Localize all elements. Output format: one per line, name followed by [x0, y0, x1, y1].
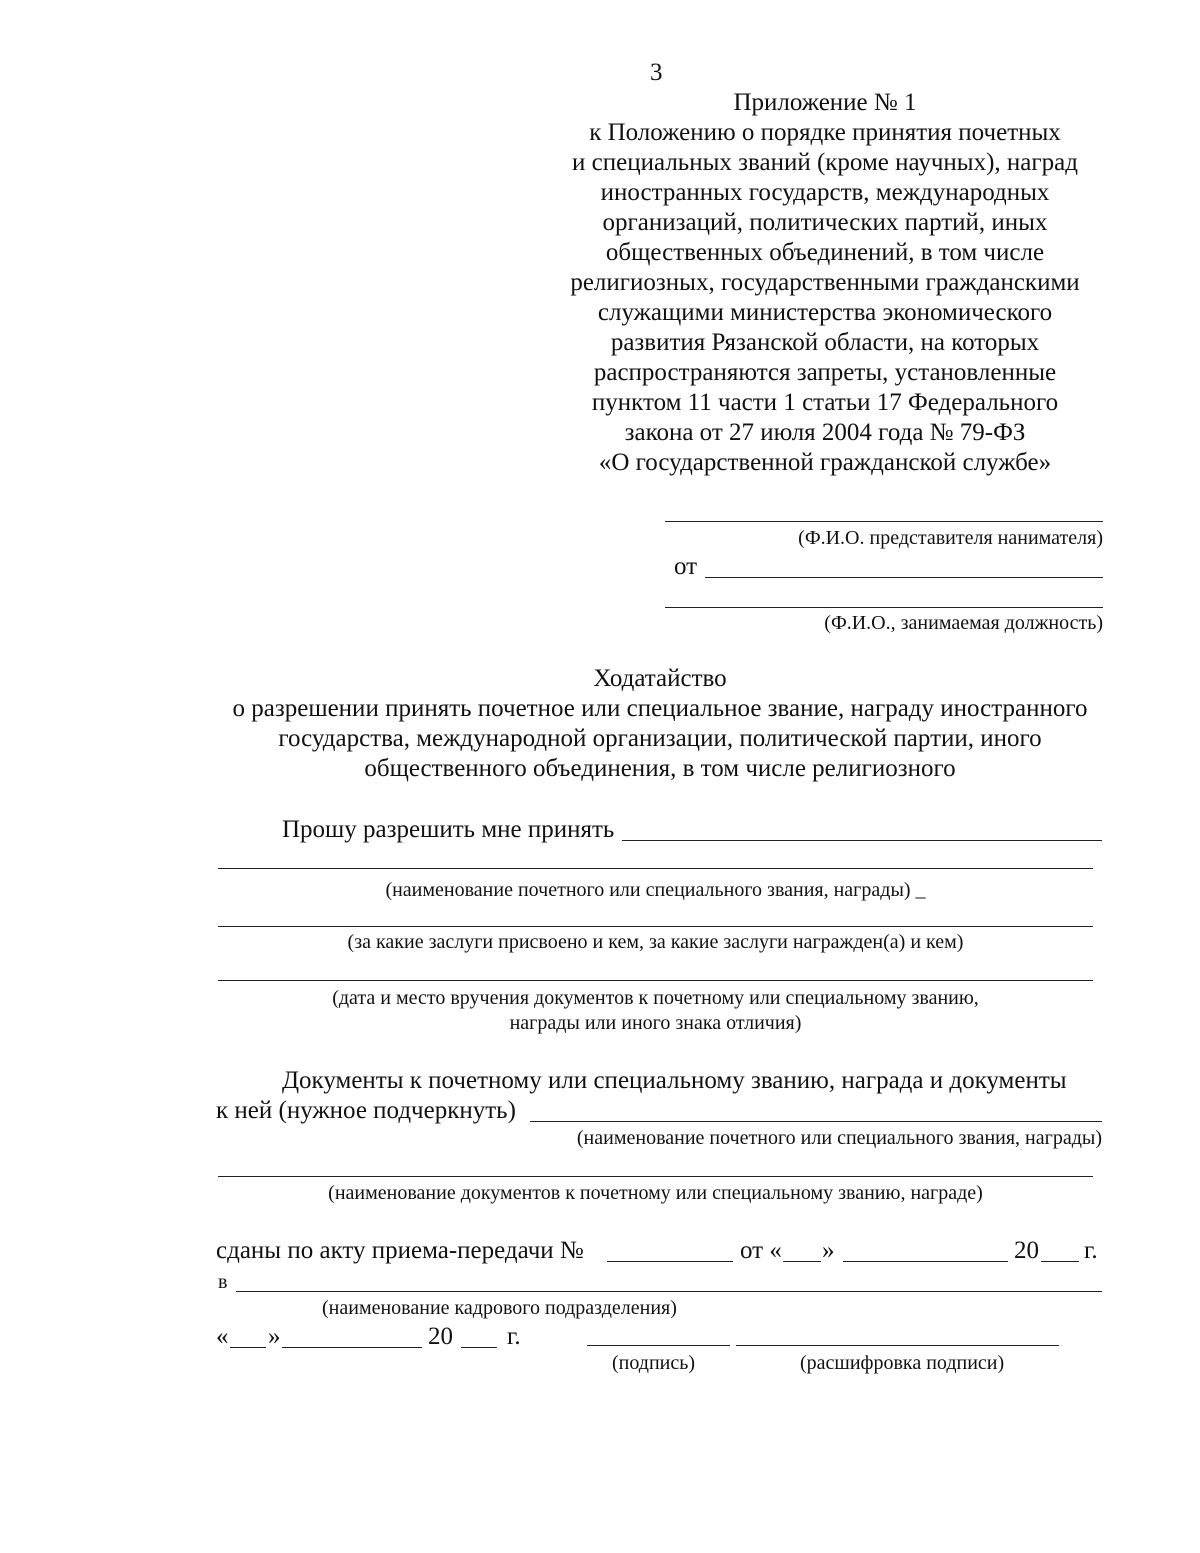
in-label: в	[218, 1271, 228, 1293]
appendix-title: Приложение № 1	[733, 89, 917, 116]
caption-decoding: (расшифровка подписи)	[800, 1352, 1005, 1374]
act-year-line[interactable]	[1041, 1261, 1079, 1262]
quote-close: »	[822, 1237, 835, 1264]
sign-month-line[interactable]	[282, 1347, 422, 1348]
date-close: »	[268, 1323, 281, 1350]
act-day-line[interactable]	[783, 1261, 821, 1262]
appendix-line: пунктом 11 части 1 статьи 17 Федерального	[591, 389, 1059, 416]
appendix-line: «О государственной гражданской службе»	[598, 449, 1052, 476]
year-prefix: 20	[1014, 1237, 1039, 1264]
documents-award-line[interactable]	[530, 1121, 1102, 1122]
hr-department-line[interactable]	[236, 1291, 1102, 1292]
caption-documents: (наименование документов к почетному или специальному званию, награде)	[328, 1182, 983, 1204]
signature-line[interactable]	[587, 1345, 730, 1346]
from-quote: от «	[740, 1237, 782, 1264]
date-suffix: г.	[507, 1323, 521, 1350]
award-name-line[interactable]	[622, 840, 1102, 841]
date-year: 20	[428, 1323, 453, 1350]
date-place-line[interactable]	[218, 980, 1093, 981]
appendix-line: закона от 27 июля 2004 года № 79-ФЗ	[624, 419, 1026, 446]
caption-date-place-1: (дата и место вручения документов к почетному или специальному званию,	[332, 987, 979, 1009]
appendix-line: и специальных званий (кроме научных), наград	[572, 149, 1078, 176]
petition-subtitle-line: о разрешении принять почетное или специальное звание, награду иностранного	[232, 695, 1088, 722]
sign-day-line[interactable]	[230, 1347, 266, 1348]
applicant-name-line[interactable]	[705, 577, 1103, 578]
documents-line-2: к ней (нужное подчеркнуть)	[216, 1097, 516, 1124]
request-text: Прошу разрешить мне принять	[282, 816, 615, 843]
sign-year-line[interactable]	[461, 1347, 497, 1348]
petition-subtitle-line: государства, международной организации, политической партии, иного	[278, 725, 1042, 752]
appendix-line: к Положению о порядке принятия почетных	[589, 119, 1061, 146]
signature-decoding-line[interactable]	[736, 1345, 1059, 1346]
year-suffix: г.	[1084, 1237, 1098, 1264]
transfer-text: сданы по акту приема-передачи №	[216, 1237, 584, 1264]
petition-subtitle-line: общественного объединения, в том числе религиозного	[364, 755, 956, 782]
caption-merits: (за какие заслуги присвоено и кем, за какие заслуги награжден(а) и кем)	[347, 931, 964, 953]
appendix-line: общественных объединений, в том числе	[605, 239, 1045, 266]
page-number: 3	[650, 59, 663, 86]
merits-line[interactable]	[218, 926, 1093, 927]
documents-line-1: Документы к почетному или специальному званию, награда и документы	[282, 1067, 1067, 1094]
caption-hr: (наименование кадрового подразделения)	[322, 1297, 677, 1319]
employer-name-line[interactable]	[665, 521, 1103, 522]
petition-title: Ходатайство	[593, 665, 727, 692]
appendix-description	[520, 118, 1130, 478]
appendix-line: иностранных государств, международных	[600, 179, 1050, 206]
act-month-line[interactable]	[843, 1261, 1008, 1262]
caption-award: (наименование почетного или специального звания, награды) _	[385, 879, 926, 901]
caption-date-place-2: награды или иного знака отличия)	[509, 1012, 802, 1034]
appendix-line: религиозных, государственными гражданскими	[570, 269, 1080, 296]
appendix-line: развития Рязанской области, на которых	[610, 329, 1040, 356]
applicant-caption: (Ф.И.О., занимаемая должность)	[824, 612, 1103, 634]
documents-names-line[interactable]	[218, 1176, 1093, 1177]
employer-caption: (Ф.И.О. представителя нанимателя)	[798, 527, 1103, 549]
date-open: «	[216, 1323, 229, 1350]
caption-award-2: (наименование почетного или специального звания, награды)	[576, 1127, 1102, 1149]
appendix-line: организаций, политических партий, иных	[602, 209, 1048, 236]
caption-signature: (подпись)	[612, 1352, 696, 1374]
appendix-line: служащими министерства экономического	[597, 299, 1053, 326]
applicant-position-line[interactable]	[665, 607, 1103, 608]
appendix-line: распространяются запреты, установленные	[593, 359, 1057, 386]
from-label: от	[674, 553, 698, 580]
award-name-line-2[interactable]	[218, 868, 1093, 869]
act-number-line[interactable]	[607, 1261, 733, 1262]
petition-subtitle	[100, 694, 1200, 784]
